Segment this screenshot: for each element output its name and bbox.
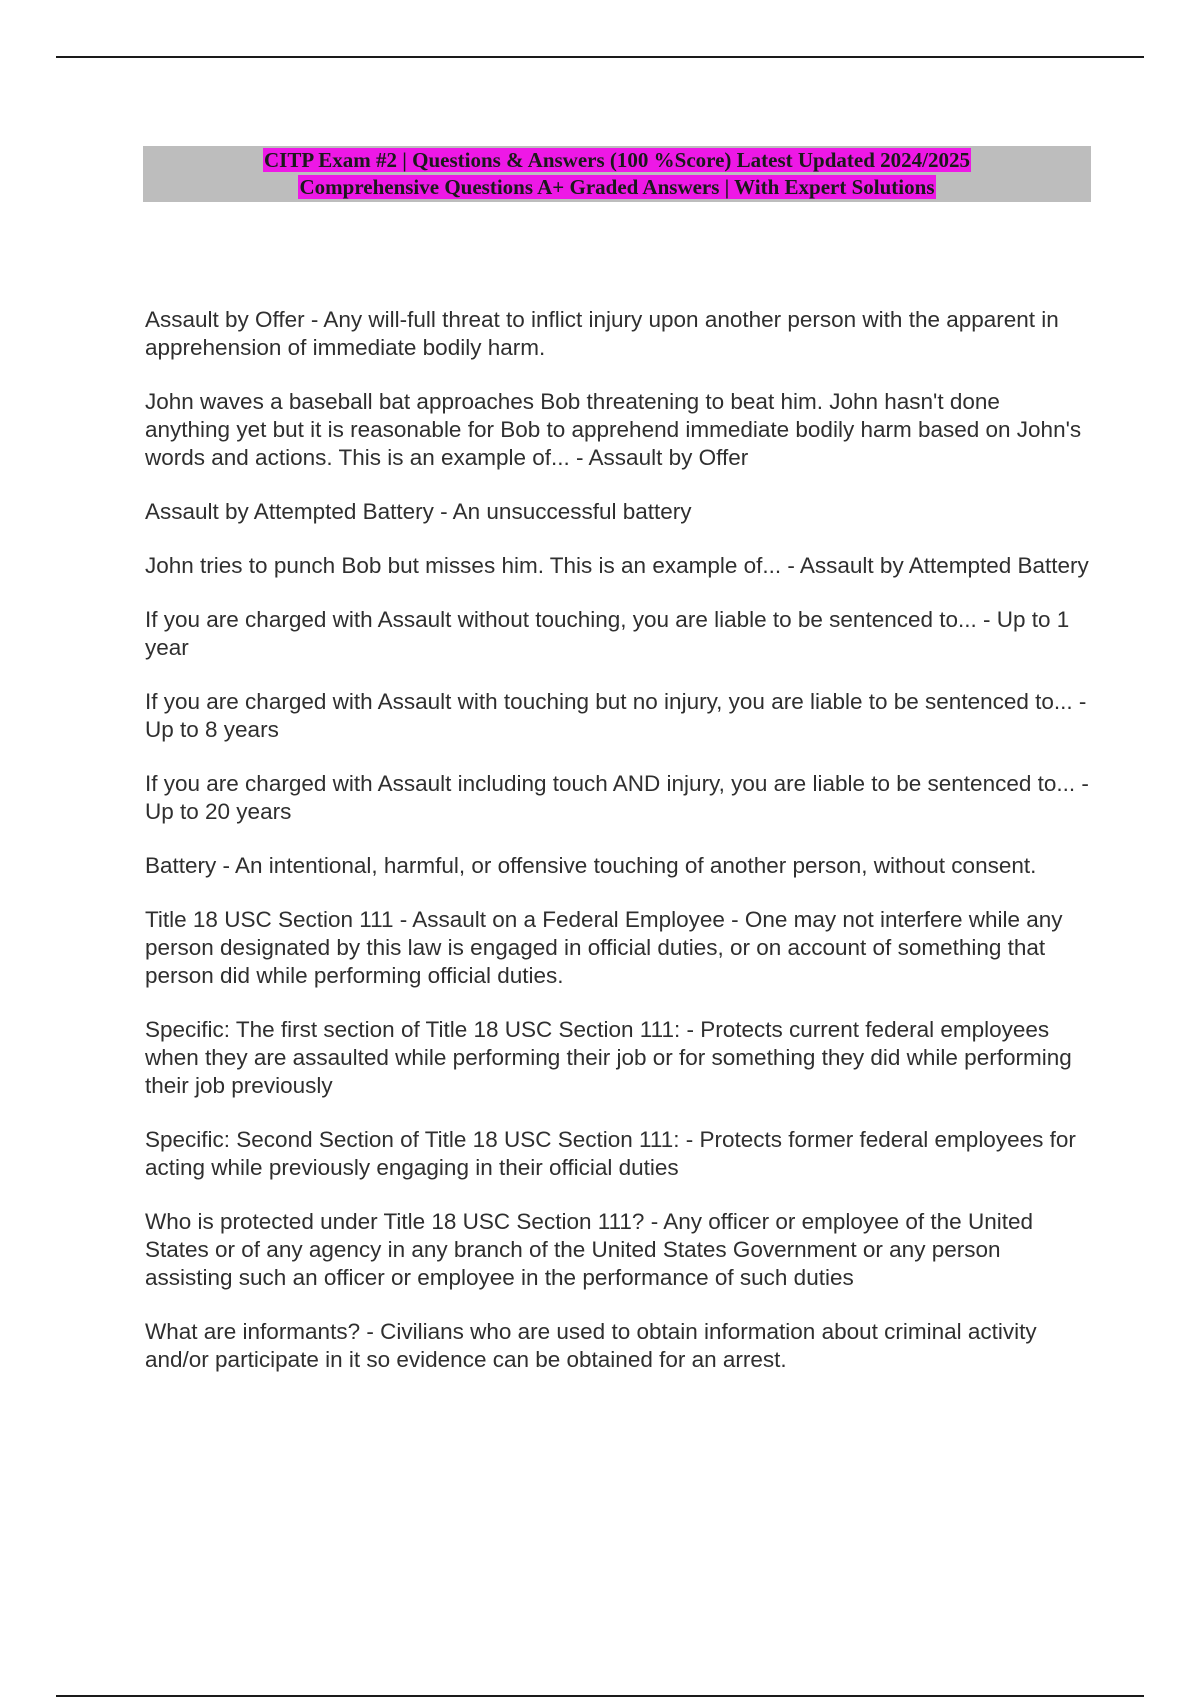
title-line-2 bbox=[143, 174, 1091, 201]
title-highlight-2: Comprehensive Questions A+ Graded Answers | With Expert Solutions bbox=[299, 175, 935, 199]
qa-entry: Assault by Offer - Any will-full threat to inflict injury upon another person with the apparent in apprehension of immediate bodily harm. bbox=[145, 307, 1059, 360]
qa-entry: John waves a baseball bat approaches Bob threatening to beat him. John hasn't done anything yet but it is reasonable for Bob to apprehend immediate bodily harm based on John's words and actions. This is an example of... - Assault by Offer bbox=[145, 389, 1082, 470]
qa-entry: If you are charged with Assault with touching but no injury, you are liable to be sentenced to... - Up to 8 years bbox=[145, 689, 1087, 742]
qa-entry: Specific: The first section of Title 18 USC Section 111: - Protects current federal employees when they are assaulted while performing their job or for something they did while performing their job previously bbox=[145, 1017, 1072, 1098]
qa-content bbox=[145, 306, 1090, 1400]
qa-entry: Title 18 USC Section 111 - Assault on a Federal Employee - One may not interfere while any person designated by this law is engaged in official duties, or on account of something that person did while performing official duties. bbox=[145, 907, 1063, 988]
title-highlight-1: CITP Exam #2 | Questions & Answers (100 %Score) Latest Updated 2024/2025 bbox=[264, 148, 970, 172]
bottom-rule bbox=[56, 1695, 1144, 1697]
qa-entry: Battery - An intentional, harmful, or offensive touching of another person, without consent. bbox=[145, 853, 1037, 878]
title-line-1 bbox=[143, 147, 1091, 174]
qa-entry: Who is protected under Title 18 USC Section 111? - Any officer or employee of the United States or of any agency in any branch of the United States Government or any person assisting such an officer or employee in the performance of such duties bbox=[145, 1209, 1033, 1290]
qa-entry: Specific: Second Section of Title 18 USC Section 111: - Protects former federal employees for acting while previously engaging in their official duties bbox=[145, 1127, 1076, 1180]
qa-entry: What are informants? - Civilians who are used to obtain information about criminal activity and/or participate in it so evidence can be obtained for an arrest. bbox=[145, 1319, 1037, 1372]
top-rule bbox=[56, 56, 1144, 58]
qa-entry: John tries to punch Bob but misses him. This is an example of... - Assault by Attempted Battery bbox=[145, 553, 1089, 578]
qa-entry: If you are charged with Assault without touching, you are liable to be sentenced to... - Up to 1 year bbox=[145, 607, 1070, 660]
document-title-banner bbox=[143, 146, 1091, 202]
qa-entry: If you are charged with Assault including touch AND injury, you are liable to be sentenced to... - Up to 20 years bbox=[145, 771, 1089, 824]
qa-entry: Assault by Attempted Battery - An unsuccessful battery bbox=[145, 499, 692, 524]
